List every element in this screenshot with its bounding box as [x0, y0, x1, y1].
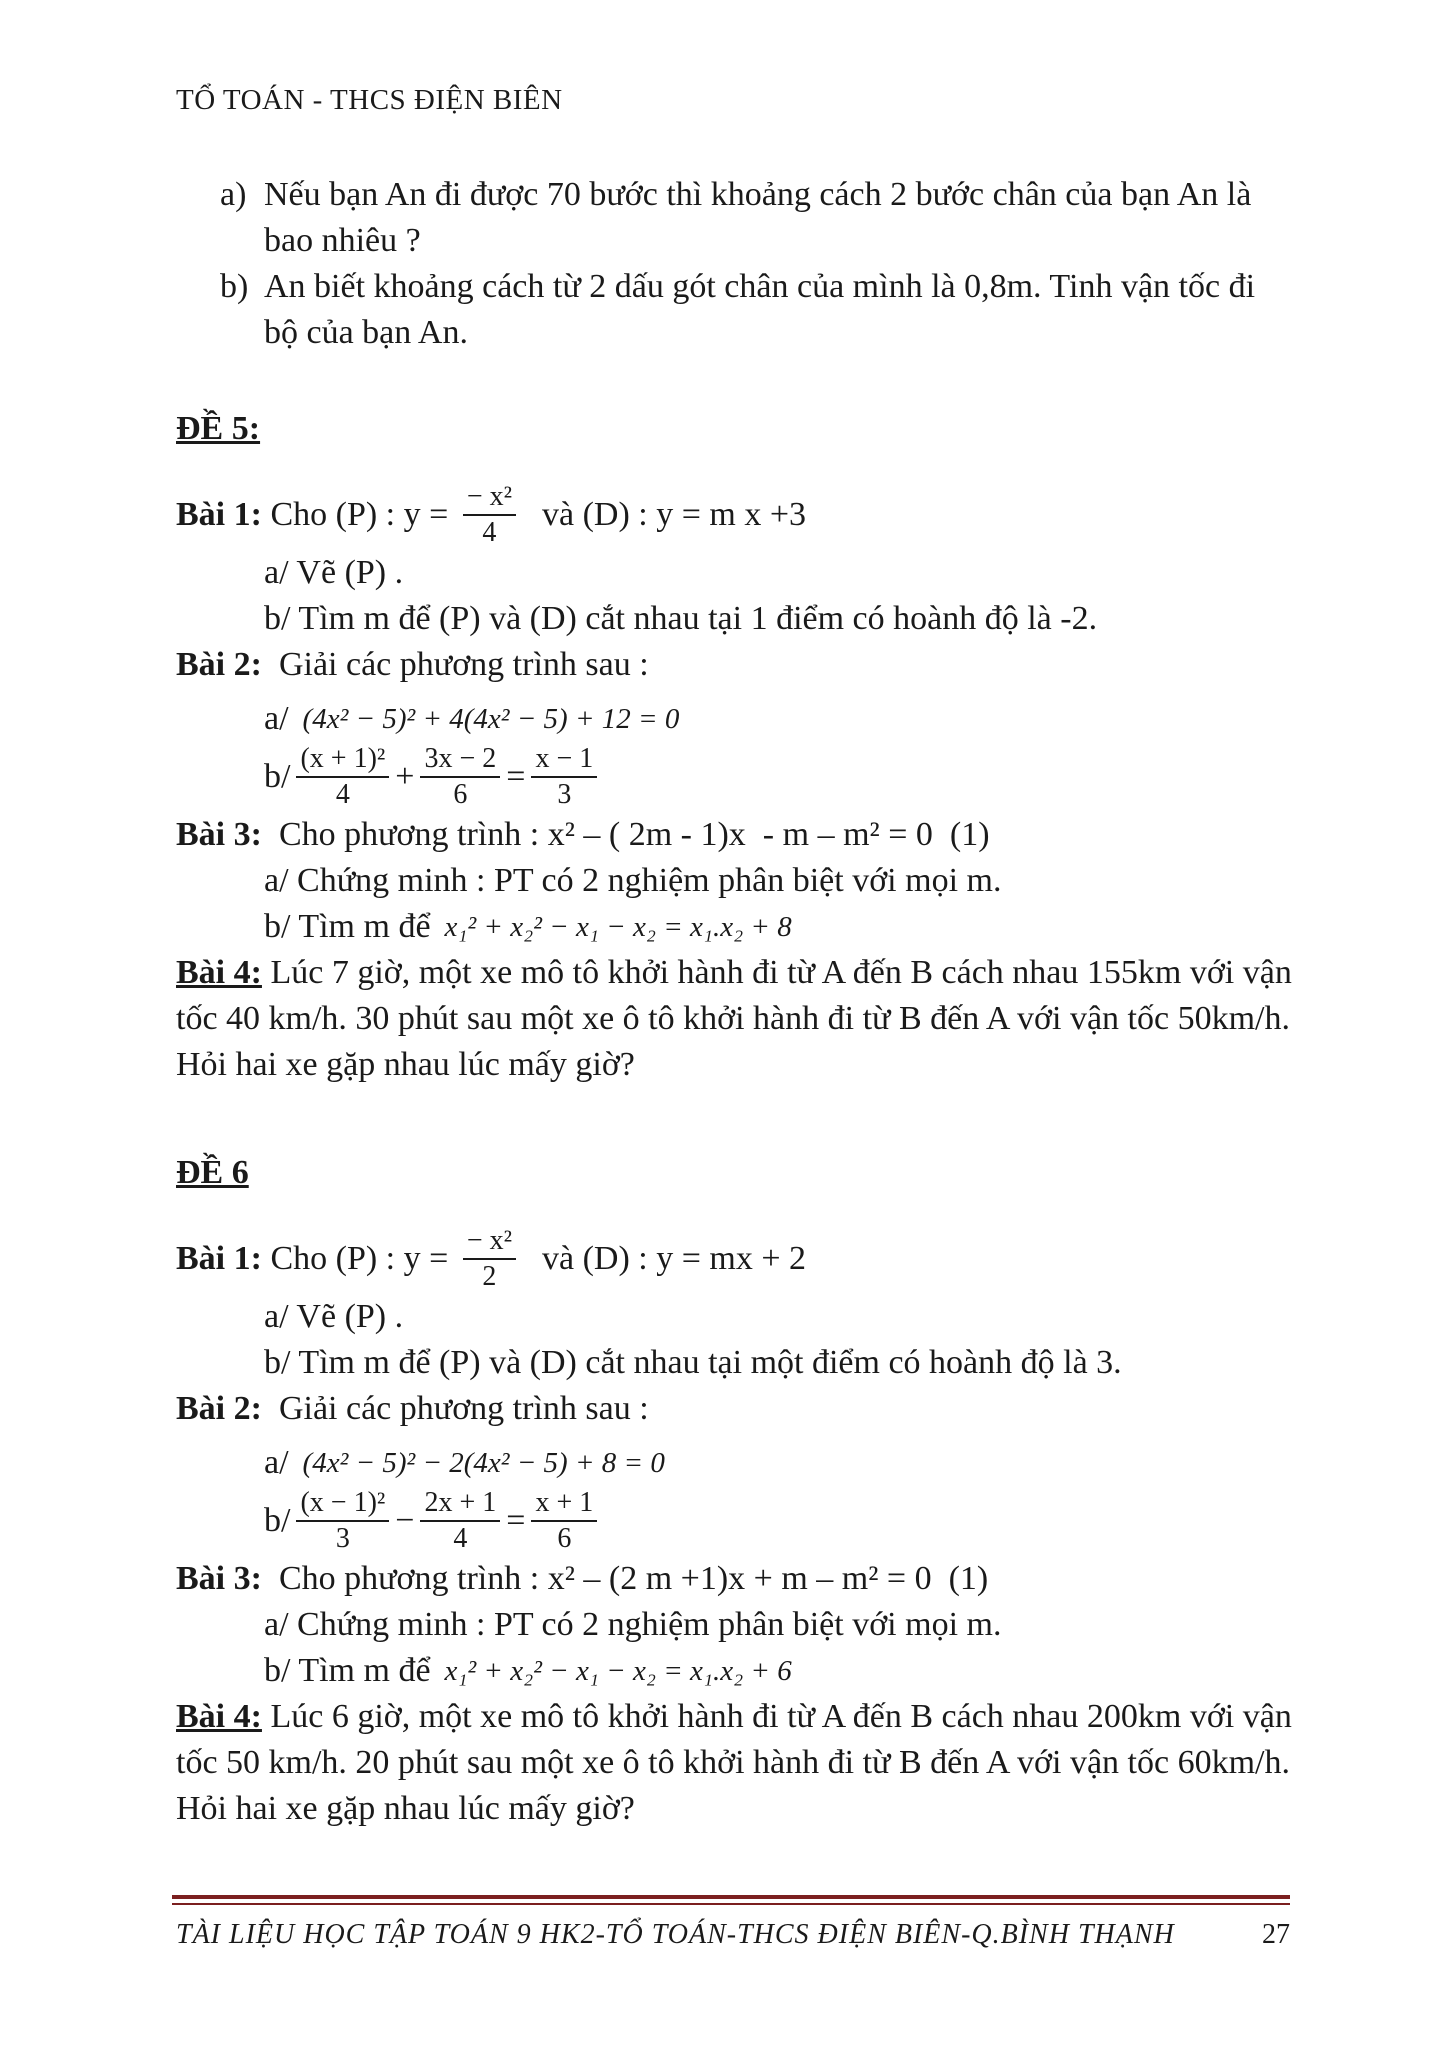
fraction-denominator: 4 [335, 779, 350, 810]
page-footer [172, 1895, 1290, 1950]
page-content [176, 172, 1296, 1832]
sub-label: b/ [264, 1502, 291, 1539]
exercise-text: Lúc 6 giờ, một xe mô tô khởi hành đi từ A đến B cách nhau 200km với vận tốc 50 km/h. 20 phút sau một xe ô tô khởi hành đi từ B đến A với vận tốc 60km/h. Hỏi hai xe gặp nhau lúc mấy giờ? [176, 1698, 1292, 1827]
de6-bai3-a: a/ Chứng minh : PT có 2 nghiệm phân biệt với mọi m. [264, 1606, 1002, 1643]
de6-bai1 [176, 1224, 1296, 1294]
intro-item-a [176, 172, 1296, 264]
de6-bai1-b: b/ Tìm m để (P) và (D) cắt nhau tại một điểm có hoành độ là 3. [264, 1344, 1122, 1381]
fraction [420, 1486, 500, 1556]
de5-bai1-a: a/ Vẽ (P) . [264, 554, 404, 591]
fraction-denominator: 3 [557, 779, 572, 810]
fraction-numerator: x + 1 [531, 1486, 597, 1522]
de5-bai4 [176, 950, 1296, 1088]
exercise-label: Bài 4: [176, 954, 262, 991]
fraction-denominator: 2 [482, 1261, 497, 1292]
operator: = [506, 758, 526, 795]
fraction-numerator: (x − 1)² [296, 1486, 389, 1522]
exercise-label: Bài 2: [176, 646, 262, 683]
equation: x₁² + x₂² − x₁ − x₂ = x₁.x₂ + 6 [444, 1655, 792, 1687]
equation: x₁² + x₂² − x₁ − x₂ = x₁.x₂ + 8 [444, 911, 792, 943]
fraction-numerator: 3x − 2 [420, 742, 500, 778]
section-title-de5: ĐỀ 5: [176, 410, 261, 447]
exercise-label: Bài 1: [176, 496, 262, 533]
de5-bai3-b [176, 904, 1296, 950]
de6-bai3 [176, 1556, 1296, 1602]
sub-text: b/ Tìm m để [264, 908, 431, 945]
exercise-text: Cho (P) : y = [261, 496, 457, 533]
fraction [420, 742, 500, 812]
exercise-text: và (D) : y = mx + 2 [542, 1240, 807, 1277]
exercise-text: Cho (P) : y = [261, 1240, 457, 1277]
fraction-denominator: 4 [453, 1523, 468, 1554]
de5-bai3-a: a/ Chứng minh : PT có 2 nghiệm phân biệt với mọi m. [264, 862, 1002, 899]
exercise-label: Bài 3: [176, 1560, 262, 1597]
equation: (4x² − 5)² + 4(4x² − 5) + 12 = 0 [302, 703, 680, 735]
item-marker: b) [220, 268, 249, 305]
fraction-denominator: 3 [335, 1523, 350, 1554]
de5-bai2-a [176, 696, 1296, 742]
fraction [463, 1224, 516, 1294]
sub-text: b/ Tìm m để [264, 1652, 431, 1689]
item-text: Nếu bạn An đi được 70 bước thì khoảng cách 2 bước chân của bạn An là bao nhiêu ? [264, 176, 1252, 259]
de5-bai2 [176, 642, 1296, 688]
page-header: TỔ TOÁN - THCS ĐIỆN BIÊN [176, 84, 563, 116]
operator: + [395, 758, 415, 795]
footer-rule [172, 1895, 1290, 1899]
exercise-text: Lúc 7 giờ, một xe mô tô khởi hành đi từ A đến B cách nhau 155km với vận tốc 40 km/h. 30 phút sau một xe ô tô khởi hành đi từ B đến A với vận tốc 50km/h. Hỏi hai xe gặp nhau lúc mấy giờ? [176, 954, 1292, 1083]
fraction-denominator: 4 [482, 517, 497, 548]
exercise-label: Bài 1: [176, 1240, 262, 1277]
section-title-de6: ĐỀ 6 [176, 1154, 249, 1191]
de6-bai2-a [176, 1440, 1296, 1486]
exercise-label: Bài 2: [176, 1390, 262, 1427]
item-text: An biết khoảng cách từ 2 dấu gót chân của mình là 0,8m. Tinh vận tốc đi bộ của bạn An. [264, 268, 1256, 351]
de6-bai2-b [176, 1486, 1296, 1556]
fraction [463, 480, 516, 550]
exercise-text: Giải các phương trình sau : [261, 646, 649, 683]
fraction-numerator: − x² [463, 1224, 516, 1260]
sub-label: a/ [264, 1444, 289, 1481]
footer-text: TÀI LIỆU HỌC TẬP TOÁN 9 HK2-TỔ TOÁN-THCS ĐIỆN BIÊN-Q.BÌNH THẠNH [176, 1919, 1175, 1950]
operator: − [395, 1502, 415, 1539]
exercise-text: và (D) : y = m x +3 [542, 496, 807, 533]
de5-bai3 [176, 812, 1296, 858]
exercise-text: Cho phương trình : x² – ( 2m - 1)x - m – m² = 0 (1) [261, 816, 990, 853]
de5-bai1-b: b/ Tìm m để (P) và (D) cắt nhau tại 1 điểm có hoành độ là -2. [264, 600, 1098, 637]
fraction-numerator: 2x + 1 [420, 1486, 500, 1522]
fraction [296, 1486, 389, 1556]
fraction [296, 742, 389, 812]
de6-bai1-a: a/ Vẽ (P) . [264, 1298, 404, 1335]
sub-label: a/ [264, 700, 289, 737]
de6-bai3-b [176, 1648, 1296, 1694]
exercise-text: Giải các phương trình sau : [261, 1390, 649, 1427]
item-marker: a) [220, 176, 247, 213]
de5-bai1 [176, 480, 1296, 550]
de5-bai2-b [176, 742, 1296, 812]
fraction-numerator: − x² [463, 480, 516, 516]
footer-rule [172, 1903, 1290, 1905]
exercise-label: Bài 4: [176, 1698, 262, 1735]
page-number: 27 [1262, 1919, 1290, 1950]
exercise-text: Cho phương trình : x² – (2 m +1)x + m – m² = 0 (1) [261, 1560, 989, 1597]
fraction-numerator: x − 1 [531, 742, 597, 778]
fraction-denominator: 6 [453, 779, 468, 810]
de6-bai4 [176, 1694, 1296, 1832]
equation: (4x² − 5)² − 2(4x² − 5) + 8 = 0 [302, 1447, 665, 1479]
operator: = [506, 1502, 526, 1539]
de6-bai2 [176, 1386, 1296, 1432]
fraction-numerator: (x + 1)² [296, 742, 389, 778]
exercise-label: Bài 3: [176, 816, 262, 853]
sub-label: b/ [264, 758, 291, 795]
fraction-denominator: 6 [557, 1523, 572, 1554]
intro-item-b [176, 264, 1296, 356]
fraction [531, 742, 597, 812]
fraction [531, 1486, 597, 1556]
